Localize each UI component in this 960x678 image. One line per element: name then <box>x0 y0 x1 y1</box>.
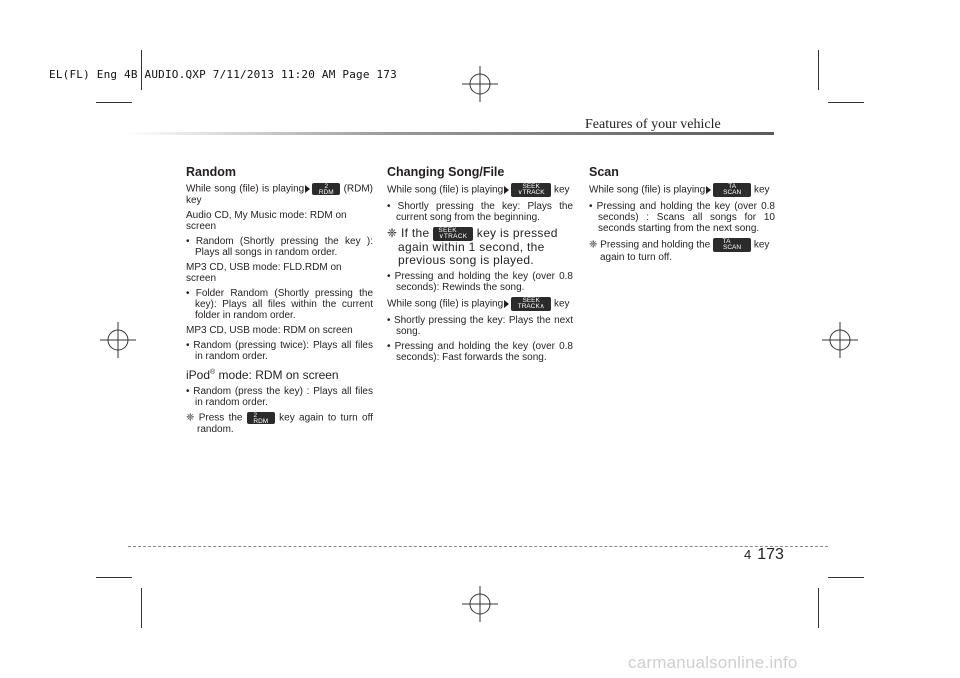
arrow-right-icon <box>706 186 711 194</box>
registration-mark-icon <box>462 66 498 102</box>
list-item: • Shortly pressing the key: Plays the current song from the beginning. <box>387 201 573 223</box>
crop-mark <box>818 50 819 90</box>
arrow-right-icon <box>305 185 310 193</box>
section-title: Features of your vehicle <box>585 117 721 132</box>
list-item: • Pressing and holding the key (over 0.8 seconds) : Scans all songs for 10 seconds starting from the next song. <box>589 201 775 234</box>
list-item: • Pressing and holding the key (over 0.8 seconds): Rewinds the song. <box>387 271 573 293</box>
paragraph: While song (file) is playing 2 RDM (RDM) key <box>186 183 373 206</box>
registration-mark-icon <box>100 322 136 358</box>
page-number <box>744 546 784 564</box>
list-item: • Folder Random (Shortly pressing the key): Plays all files within the current folder in random order. <box>186 288 373 321</box>
watermark: carmanualsonline.info <box>628 653 798 672</box>
note: ❈ If the SEEK ∨TRACK key is pressed again within 1 second, the previous song is played. <box>387 226 558 267</box>
crop-mark <box>96 577 132 578</box>
rdm-key-icon: 2 RDM <box>312 183 340 195</box>
list-item: • Random (pressing twice): Plays all files in random order. <box>186 340 373 362</box>
chapter-number: 4 <box>744 547 752 562</box>
note: ❈ Pressing and holding the TA SCAN key again to turn off. <box>589 238 770 263</box>
seek-track-down-key-icon: SEEK ∨TRACK <box>433 227 473 241</box>
crop-mark <box>96 102 132 103</box>
heading-changing-song: Changing Song/File <box>387 165 505 179</box>
paragraph: While song (file) is playing TA SCAN key <box>589 183 770 196</box>
crop-mark <box>828 102 864 103</box>
rdm-key-icon: 2 RDM <box>247 412 275 424</box>
print-slug: EL(FL) Eng 4B AUDIO.QXP 7/11/2013 11:20 AM Page 173 <box>49 68 397 81</box>
paragraph: MP3 CD, USB mode: RDM on screen <box>186 325 353 336</box>
arrow-right-icon <box>504 300 509 308</box>
registration-mark-icon <box>462 586 498 622</box>
list-item: • Pressing and holding the key (over 0.8 seconds): Fast forwards the song. <box>387 341 573 363</box>
seek-track-up-key-icon: SEEK TRACK∧ <box>511 297 551 311</box>
list-item: • Shortly pressing the key: Plays the next song. <box>387 315 573 337</box>
crop-mark <box>141 588 142 628</box>
paragraph: While song (file) is playing SEEK TRACK∧ key <box>387 297 570 310</box>
page-number-value: 173 <box>757 546 784 563</box>
ta-scan-key-icon: TA SCAN <box>713 183 751 197</box>
column-random <box>186 166 373 439</box>
ipod-mode-heading: iPod® mode: RDM on screen <box>186 368 339 382</box>
list-item: • Random (press the key) : Plays all files in random order. <box>186 386 373 408</box>
registration-mark-icon <box>822 322 858 358</box>
ta-scan-key-icon: TA SCAN <box>713 238 751 252</box>
note: ❈ Press the 2 RDM key again to turn off random. <box>186 412 373 435</box>
paragraph: MP3 CD, USB mode: FLD.RDM on screen <box>186 262 342 284</box>
paragraph: While song (file) is playing SEEK ∨TRACK key <box>387 183 570 196</box>
header-rule <box>128 132 774 135</box>
arrow-right-icon <box>504 186 509 194</box>
crop-mark <box>828 577 864 578</box>
column-changing-song <box>387 166 573 367</box>
list-item: • Random (Shortly pressing the key ): Plays all songs in random order. <box>186 236 373 258</box>
footer-rule <box>128 546 828 547</box>
seek-track-down-key-icon: SEEK ∨TRACK <box>511 183 551 197</box>
column-scan <box>589 166 775 267</box>
heading-scan: Scan <box>589 165 619 179</box>
heading-random: Random <box>186 165 236 179</box>
paragraph: Audio CD, My Music mode: RDM on screen <box>186 210 347 232</box>
crop-mark <box>818 588 819 628</box>
